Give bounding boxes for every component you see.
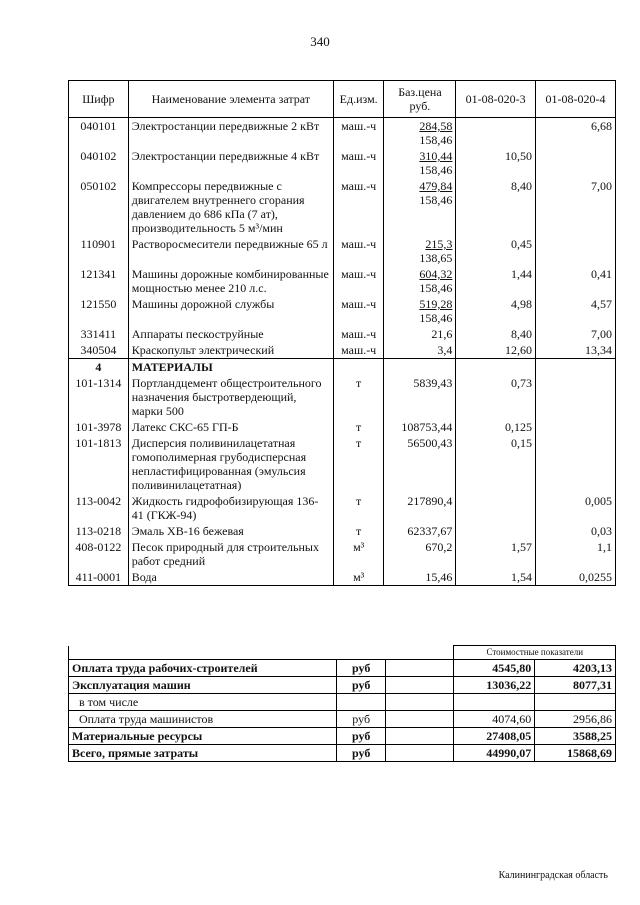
table-row — [69, 236, 616, 266]
summary-name: Эксплуатация машин — [69, 677, 337, 694]
row-code: 408-0122 — [69, 539, 129, 569]
row-code: 110901 — [69, 236, 129, 266]
row-value-4: 13,34 — [535, 342, 615, 359]
table-row — [69, 118, 616, 149]
row-value-4 — [535, 435, 615, 493]
summary-value-4: 4203,13 — [535, 660, 616, 677]
row-name: Краскопульт электрический — [128, 342, 333, 359]
row-name: Жидкость гидрофобизирующая 136-41 (ГКЖ-94) — [128, 493, 333, 523]
summary-row — [69, 677, 616, 694]
row-value-4: 0,005 — [535, 493, 615, 523]
price-value: 284,58 — [419, 119, 453, 133]
summary-name: в том числе — [69, 694, 337, 711]
row-value-3 — [456, 523, 536, 539]
summary-value-3: 44990,07 — [454, 745, 535, 762]
table-row — [69, 266, 616, 296]
summary-unit: руб — [337, 728, 386, 745]
price-value: 604,32 — [419, 267, 453, 281]
summary-unit: руб — [337, 745, 386, 762]
row-code: 113-0042 — [69, 493, 129, 523]
header-name: Наименование элемента затрат — [128, 81, 333, 118]
row-name: Машины дорожные комбинированные мощностью менее 210 л.с. — [128, 266, 333, 296]
header-unit: Ед.изм. — [333, 81, 384, 118]
table-row — [69, 375, 616, 419]
row-value-3 — [456, 493, 536, 523]
row-code: 040102 — [69, 148, 129, 178]
summary-name: Всего, прямые затраты — [69, 745, 337, 762]
section-row — [69, 359, 616, 376]
row-name: Электростанции передвижные 2 кВт — [128, 118, 333, 149]
row-name: Вода — [128, 569, 333, 586]
summary-row — [69, 745, 616, 762]
wage-value: 158,46 — [419, 311, 453, 325]
row-name: Растворосмесители передвижные 65 л — [128, 236, 333, 266]
row-unit: маш.-ч — [333, 296, 384, 326]
row-code: 121341 — [69, 266, 129, 296]
header-col4: 01-08-020-4 — [535, 81, 615, 118]
row-value-4: 0,03 — [535, 523, 615, 539]
row-name: Дисперсия поливинилацетатная гомополимерная грубодисперсная непластифицированная (эмульсия поливинилацетатная) — [128, 435, 333, 493]
header-code: Шифр — [69, 81, 129, 118]
row-value-4: 0,41 — [535, 266, 615, 296]
summary-value-4: 8077,31 — [535, 677, 616, 694]
row-value-3: 12,60 — [456, 342, 536, 359]
row-price — [384, 236, 456, 266]
table-row — [69, 493, 616, 523]
table-row — [69, 539, 616, 569]
table-row — [69, 569, 616, 586]
row-name: Песок природный для строительных работ средний — [128, 539, 333, 569]
summary-value-4: 15868,69 — [535, 745, 616, 762]
row-price — [384, 326, 456, 342]
row-value-3: 0,125 — [456, 419, 536, 435]
row-price — [384, 178, 456, 236]
row-unit: т — [333, 523, 384, 539]
summary-value-4 — [535, 694, 616, 711]
row-value-4 — [535, 236, 615, 266]
row-unit: маш.-ч — [333, 118, 384, 149]
header-price: Баз.цена руб. — [384, 81, 456, 118]
row-value-4: 6,68 — [535, 118, 615, 149]
table-row — [69, 178, 616, 236]
row-name: Машины дорожной службы — [128, 296, 333, 326]
row-value-4 — [535, 375, 615, 419]
row-code: 050102 — [69, 178, 129, 236]
row-unit: т — [333, 493, 384, 523]
row-name: Аппараты пескоструйные — [128, 326, 333, 342]
header-col3: 01-08-020-3 — [456, 81, 536, 118]
row-name: Компрессоры передвижные с двигателем внутреннего сгорания давлением до 686 кПа (7 ат), производительность 5 м³/мин — [128, 178, 333, 236]
row-unit: т — [333, 375, 384, 419]
wage-value: 158,46 — [419, 163, 453, 177]
row-name: Латекс СКС-65 ГП-Б — [128, 419, 333, 435]
table-row — [69, 326, 616, 342]
row-code: 340504 — [69, 342, 129, 359]
summary-value-3: 4074,60 — [454, 711, 535, 728]
row-value-3: 1,54 — [456, 569, 536, 586]
row-price: 5839,43 — [384, 375, 456, 419]
row-value-4: 7,00 — [535, 326, 615, 342]
row-value-3: 0,45 — [456, 236, 536, 266]
table-row — [69, 523, 616, 539]
table-row — [69, 148, 616, 178]
summary-value-4: 3588,25 — [535, 728, 616, 745]
row-name: Электростанции передвижные 4 кВт — [128, 148, 333, 178]
row-value-4: 1,1 — [535, 539, 615, 569]
row-code: 101-1813 — [69, 435, 129, 493]
section-title: МАТЕРИАЛЫ — [128, 359, 333, 376]
wage-value: 138,65 — [419, 251, 453, 265]
row-unit: т — [333, 419, 384, 435]
price-value: 3,4 — [437, 343, 453, 357]
price-value: 479,84 — [419, 179, 453, 193]
row-name: Портландцемент общестроительного назначения быстротвердеющий, марки 500 — [128, 375, 333, 419]
summary-value-4: 2956,86 — [535, 711, 616, 728]
row-value-3: 1,57 — [456, 539, 536, 569]
summary-unit: руб — [337, 711, 386, 728]
summary-name: Материальные ресурсы — [69, 728, 337, 745]
row-price: 56500,43 — [384, 435, 456, 493]
row-value-3: 8,40 — [456, 326, 536, 342]
row-unit: маш.-ч — [333, 342, 384, 359]
wage-value: 158,46 — [419, 281, 453, 295]
row-price — [384, 342, 456, 359]
row-price — [384, 148, 456, 178]
row-price — [384, 118, 456, 149]
row-value-3: 4,98 — [456, 296, 536, 326]
row-value-3: 8,40 — [456, 178, 536, 236]
row-unit: м³ — [333, 539, 384, 569]
row-value-4: 0,0255 — [535, 569, 615, 586]
row-value-4 — [535, 148, 615, 178]
price-value: 310,44 — [419, 149, 453, 163]
summary-table — [68, 645, 616, 762]
summary-value-3 — [454, 694, 535, 711]
row-code: 121550 — [69, 296, 129, 326]
row-unit: м³ — [333, 569, 384, 586]
summary-row — [69, 694, 616, 711]
row-code: 411-0001 — [69, 569, 129, 586]
price-value: 21,6 — [431, 327, 453, 341]
row-unit: маш.-ч — [333, 266, 384, 296]
row-price: 670,2 — [384, 539, 456, 569]
summary-row — [69, 660, 616, 677]
table-header-row — [69, 81, 616, 118]
price-value: 519,28 — [419, 297, 453, 311]
summary-name: Оплата труда машинистов — [69, 711, 337, 728]
summary-row — [69, 728, 616, 745]
summary-unit — [337, 694, 386, 711]
row-price — [384, 266, 456, 296]
summary-unit: руб — [337, 677, 386, 694]
row-code: 101-1314 — [69, 375, 129, 419]
summary-caption-row — [69, 646, 616, 660]
page-number: 340 — [310, 34, 330, 49]
summary-value-3: 4545,80 — [454, 660, 535, 677]
row-price: 108753,44 — [384, 419, 456, 435]
row-value-3: 1,44 — [456, 266, 536, 296]
row-price: 62337,67 — [384, 523, 456, 539]
resource-table — [68, 80, 616, 586]
row-value-3: 10,50 — [456, 148, 536, 178]
section-code: 4 — [69, 359, 129, 376]
summary-caption: Стоимостные показатели — [454, 646, 616, 660]
summary-value-3: 27408,05 — [454, 728, 535, 745]
row-name: Эмаль ХВ-16 бежевая — [128, 523, 333, 539]
row-price: 15,46 — [384, 569, 456, 586]
wage-value: 158,46 — [419, 133, 453, 147]
row-code: 040101 — [69, 118, 129, 149]
row-price: 217890,4 — [384, 493, 456, 523]
region-footer: Калининградская область — [498, 870, 608, 881]
summary-name: Оплата труда рабочих-строителей — [69, 660, 337, 677]
summary-unit: руб — [337, 660, 386, 677]
row-code: 331411 — [69, 326, 129, 342]
row-price — [384, 296, 456, 326]
row-value-3 — [456, 118, 536, 149]
price-value: 215,3 — [425, 237, 453, 251]
row-unit: маш.-ч — [333, 326, 384, 342]
row-unit: маш.-ч — [333, 178, 384, 236]
row-unit: маш.-ч — [333, 236, 384, 266]
table-row — [69, 342, 616, 359]
row-code: 113-0218 — [69, 523, 129, 539]
table-row — [69, 296, 616, 326]
row-unit: маш.-ч — [333, 148, 384, 178]
row-value-3: 0,73 — [456, 375, 536, 419]
row-value-4: 7,00 — [535, 178, 615, 236]
table-row — [69, 435, 616, 493]
summary-value-3: 13036,22 — [454, 677, 535, 694]
row-value-4: 4,57 — [535, 296, 615, 326]
table-row — [69, 419, 616, 435]
row-value-3: 0,15 — [456, 435, 536, 493]
summary-row — [69, 711, 616, 728]
wage-value: 158,46 — [419, 193, 453, 207]
row-value-4 — [535, 419, 615, 435]
row-code: 101-3978 — [69, 419, 129, 435]
row-unit: т — [333, 435, 384, 493]
